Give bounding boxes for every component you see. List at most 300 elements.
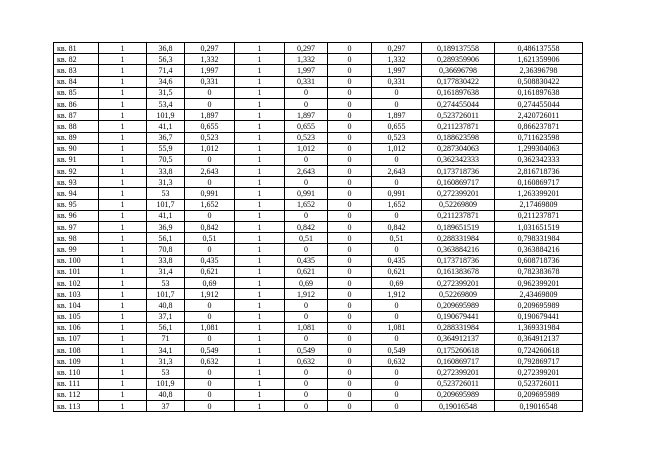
table-cell: 2,816718736 (495, 166, 583, 177)
table-cell: 31,4 (147, 266, 185, 277)
table-cell: 0,486137558 (495, 43, 583, 54)
table-row (54, 222, 583, 233)
table-cell: 0,711623598 (495, 132, 583, 143)
table-cell: 1 (99, 277, 147, 288)
apartment-cell: кв. 81 (54, 43, 99, 54)
table-cell: 1 (235, 367, 285, 378)
table-cell: 0,621 (372, 266, 422, 277)
table-cell: 0 (328, 65, 372, 76)
table-cell: 0,51 (285, 233, 328, 244)
table-cell: 0,69 (285, 277, 328, 288)
table-cell: 1 (99, 322, 147, 333)
apartment-cell: кв. 110 (54, 367, 99, 378)
table-row (54, 233, 583, 244)
table-cell: 36,7 (147, 132, 185, 143)
apartment-cell: кв. 109 (54, 356, 99, 367)
table-cell: 0,69 (185, 277, 235, 288)
table-cell: 53,4 (147, 98, 185, 109)
table-cell: 1 (99, 87, 147, 98)
table-cell: 0 (328, 54, 372, 65)
table-cell: 0,508830422 (495, 76, 583, 87)
table-cell: 0,962399201 (495, 277, 583, 288)
table-cell: 0 (328, 311, 372, 322)
table-cell: 0,991 (372, 188, 422, 199)
table-cell: 0 (372, 177, 422, 188)
table-cell: 0 (185, 367, 235, 378)
table-cell: 41,1 (147, 121, 185, 132)
table-cell: 1 (99, 143, 147, 154)
table-cell: 0,331 (372, 76, 422, 87)
table-cell: 40,8 (147, 300, 185, 311)
table-cell: 1 (235, 345, 285, 356)
table-cell: 70,8 (147, 244, 185, 255)
table-cell: 1 (235, 210, 285, 221)
table-cell: 0,69 (372, 277, 422, 288)
table-cell: 101,9 (147, 378, 185, 389)
table-cell: 1 (235, 110, 285, 121)
table-cell: 53 (147, 367, 185, 378)
table-cell: 0 (328, 110, 372, 121)
apartment-cell: кв. 84 (54, 76, 99, 87)
table-cell: 101,7 (147, 289, 185, 300)
table-cell: 1 (99, 222, 147, 233)
table-row (54, 244, 583, 255)
table-cell: 0 (328, 266, 372, 277)
table-cell: 101,9 (147, 110, 185, 121)
table-cell: 34,1 (147, 345, 185, 356)
table-cell: 0,435 (185, 255, 235, 266)
table-cell: 1,332 (372, 54, 422, 65)
table-cell: 1,912 (285, 289, 328, 300)
table-cell: 0 (185, 389, 235, 400)
table-cell: 2,420726011 (495, 110, 583, 121)
apartment-cell: кв. 97 (54, 222, 99, 233)
table-cell: 0,435 (372, 255, 422, 266)
table-cell: 0,189137558 (422, 43, 495, 54)
table-cell: 0 (185, 177, 235, 188)
apartment-cell: кв. 112 (54, 389, 99, 400)
table-cell: 1,997 (185, 65, 235, 76)
table-cell: 0,161383678 (422, 266, 495, 277)
table-cell: 0 (328, 154, 372, 165)
apartment-cell: кв. 87 (54, 110, 99, 121)
table-row (54, 378, 583, 389)
table-row (54, 121, 583, 132)
table-cell: 1,012 (285, 143, 328, 154)
table-cell: 1 (99, 300, 147, 311)
table-cell: 0,177830422 (422, 76, 495, 87)
table-cell: 0,523726011 (422, 378, 495, 389)
table-row (54, 166, 583, 177)
table-cell: 33,8 (147, 255, 185, 266)
table-cell: 70,5 (147, 154, 185, 165)
table-cell: 1 (99, 54, 147, 65)
table-cell: 1 (235, 266, 285, 277)
table-row (54, 188, 583, 199)
apartment-cell: кв. 111 (54, 378, 99, 389)
table-cell: 0,549 (185, 345, 235, 356)
table-cell: 1 (235, 98, 285, 109)
table-cell: 0,272399201 (422, 367, 495, 378)
table-cell: 0 (328, 177, 372, 188)
table-row (54, 110, 583, 121)
table-cell: 1 (235, 255, 285, 266)
apartment-cell: кв. 89 (54, 132, 99, 143)
table-cell: 37,1 (147, 311, 185, 322)
table-cell: 1 (99, 132, 147, 143)
table-cell: 0,991 (285, 188, 328, 199)
table-cell: 0,331 (285, 76, 328, 87)
table-cell: 0 (372, 389, 422, 400)
table-cell: 55,9 (147, 143, 185, 154)
table-cell: 0 (285, 177, 328, 188)
table-cell: 0,190679441 (495, 311, 583, 322)
table-cell: 0,188623598 (422, 132, 495, 143)
apartment-cell: кв. 83 (54, 65, 99, 76)
table-cell: 1 (235, 87, 285, 98)
table-cell: 0,435 (285, 255, 328, 266)
table-cell: 1 (235, 121, 285, 132)
table-cell: 2,643 (185, 166, 235, 177)
table-row (54, 266, 583, 277)
table-cell: 1,081 (285, 322, 328, 333)
table-cell: 1 (235, 378, 285, 389)
table-cell: 0,297 (185, 43, 235, 54)
table-cell: 1 (99, 166, 147, 177)
table-cell: 0 (328, 132, 372, 143)
apartment-cell: кв. 85 (54, 87, 99, 98)
table-cell: 40,8 (147, 389, 185, 400)
table-cell: 1 (235, 188, 285, 199)
table-cell: 0,782383678 (495, 266, 583, 277)
apartment-cell: кв. 104 (54, 300, 99, 311)
table-cell: 0 (328, 210, 372, 221)
table-cell: 1 (235, 43, 285, 54)
table-cell: 0,52269809 (422, 289, 495, 300)
table-cell: 0 (285, 300, 328, 311)
table-cell: 0,363884216 (495, 244, 583, 255)
table-cell: 36,8 (147, 43, 185, 54)
table-cell: 0,655 (285, 121, 328, 132)
table-cell: 34,6 (147, 76, 185, 87)
table-cell: 101,7 (147, 199, 185, 210)
table-row (54, 345, 583, 356)
table-cell: 1 (99, 43, 147, 54)
table-row (54, 401, 583, 412)
table-cell: 0,842 (372, 222, 422, 233)
table-cell: 0,161897638 (422, 87, 495, 98)
table-cell: 1,912 (372, 289, 422, 300)
apartment-cell: кв. 96 (54, 210, 99, 221)
table-cell: 2,17469809 (495, 199, 583, 210)
table-cell: 0,190679441 (422, 311, 495, 322)
table-cell: 31,3 (147, 177, 185, 188)
table-cell: 0,364912137 (422, 333, 495, 344)
table-cell: 1 (99, 121, 147, 132)
table-cell: 1 (235, 222, 285, 233)
table-body (54, 43, 583, 412)
table-cell: 1 (99, 110, 147, 121)
table-cell: 0,211237871 (422, 121, 495, 132)
table-cell: 0 (185, 300, 235, 311)
table-row (54, 389, 583, 400)
table-cell: 1 (235, 333, 285, 344)
table-cell: 0,209695989 (495, 389, 583, 400)
table-cell: 0,160869717 (422, 356, 495, 367)
table-cell: 0 (372, 311, 422, 322)
table-cell: 0,632 (372, 356, 422, 367)
table-row (54, 300, 583, 311)
table-cell: 0 (328, 143, 372, 154)
table-cell: 1 (99, 233, 147, 244)
table-row (54, 65, 583, 76)
apartment-cell: кв. 102 (54, 277, 99, 288)
table-cell: 1,997 (372, 65, 422, 76)
apartment-cell: кв. 100 (54, 255, 99, 266)
table-cell: 0,362342333 (495, 154, 583, 165)
table-cell: 0,211237871 (422, 210, 495, 221)
table-cell: 1 (99, 76, 147, 87)
table-cell: 0,209695989 (495, 300, 583, 311)
table-cell: 0 (285, 210, 328, 221)
table-row (54, 210, 583, 221)
table-row (54, 289, 583, 300)
table-cell: 0,160869717 (422, 177, 495, 188)
table-cell: 1,997 (285, 65, 328, 76)
table-cell: 0,621 (285, 266, 328, 277)
table-cell: 0 (328, 378, 372, 389)
table-cell: 36,9 (147, 222, 185, 233)
table-cell: 33,8 (147, 166, 185, 177)
table-cell: 0,274455044 (495, 98, 583, 109)
table-cell: 1 (235, 199, 285, 210)
table-cell: 1,652 (285, 199, 328, 210)
table-cell: 0,189651519 (422, 222, 495, 233)
table-cell: 0,272399201 (422, 188, 495, 199)
apartment-cell: кв. 95 (54, 199, 99, 210)
table-cell: 0,297 (285, 43, 328, 54)
apartment-cell: кв. 88 (54, 121, 99, 132)
table-row (54, 76, 583, 87)
table-cell: 1,031651519 (495, 222, 583, 233)
table-cell: 1 (99, 401, 147, 412)
table-cell: 56,3 (147, 54, 185, 65)
table-cell: 0 (328, 345, 372, 356)
apartment-cell: кв. 86 (54, 98, 99, 109)
table-cell: 1 (99, 210, 147, 221)
table-cell: 1 (235, 65, 285, 76)
table-row (54, 322, 583, 333)
table-cell: 0 (185, 87, 235, 98)
table-cell: 0,549 (372, 345, 422, 356)
table-cell: 0,209695989 (422, 389, 495, 400)
apartment-cell: кв. 90 (54, 143, 99, 154)
table-cell: 0 (328, 43, 372, 54)
table-cell: 1,897 (185, 110, 235, 121)
table-cell: 71 (147, 333, 185, 344)
table-cell: 1 (235, 356, 285, 367)
table-cell: 0 (185, 401, 235, 412)
table-cell: 1 (235, 300, 285, 311)
table-cell: 1 (99, 356, 147, 367)
table-cell: 0,272399201 (495, 367, 583, 378)
table-cell: 0,364912137 (495, 333, 583, 344)
table-cell: 0 (328, 87, 372, 98)
table-cell: 0 (285, 98, 328, 109)
table-cell: 0,621 (185, 266, 235, 277)
table-cell: 0 (328, 188, 372, 199)
table-cell: 0 (328, 289, 372, 300)
table-cell: 0 (285, 87, 328, 98)
apartment-cell: кв. 103 (54, 289, 99, 300)
table-cell: 41,1 (147, 210, 185, 221)
table-cell: 71,4 (147, 65, 185, 76)
table-cell: 1 (99, 65, 147, 76)
table-cell: 0 (372, 401, 422, 412)
table-cell: 0 (328, 121, 372, 132)
apartment-cell: кв. 82 (54, 54, 99, 65)
table-row (54, 98, 583, 109)
apartment-cell: кв. 91 (54, 154, 99, 165)
table-cell: 0 (328, 166, 372, 177)
table-cell: 1,369331984 (495, 322, 583, 333)
table-cell: 0,36696798 (422, 65, 495, 76)
table-cell: 0 (372, 210, 422, 221)
table-cell: 0,362342333 (422, 154, 495, 165)
table-cell: 0 (185, 378, 235, 389)
table-cell: 0 (328, 401, 372, 412)
table-cell: 0 (185, 154, 235, 165)
table-cell: 0,52269809 (422, 199, 495, 210)
table-cell: 0 (328, 389, 372, 400)
table-cell: 0,608718736 (495, 255, 583, 266)
apartment-cell: кв. 99 (54, 244, 99, 255)
table-cell: 0 (185, 98, 235, 109)
apartment-cell: кв. 105 (54, 311, 99, 322)
table-cell: 1 (235, 389, 285, 400)
table-cell: 1 (99, 389, 147, 400)
table-cell: 0 (328, 199, 372, 210)
table-cell: 2,43469809 (495, 289, 583, 300)
table-cell: 0,288331984 (422, 233, 495, 244)
table-cell: 1 (235, 401, 285, 412)
table-cell: 0,297 (372, 43, 422, 54)
table-cell: 0 (328, 76, 372, 87)
table-cell: 0,160869717 (495, 177, 583, 188)
table-cell: 0 (328, 356, 372, 367)
table-cell: 0 (185, 244, 235, 255)
table-cell: 0 (328, 222, 372, 233)
table-cell: 0 (328, 233, 372, 244)
table-cell: 0,173718736 (422, 166, 495, 177)
table-cell: 0,19016548 (495, 401, 583, 412)
table-cell: 1 (235, 143, 285, 154)
table-cell: 0,523726011 (495, 378, 583, 389)
table-row (54, 43, 583, 54)
table-cell: 1 (99, 345, 147, 356)
table-cell: 0,173718736 (422, 255, 495, 266)
table-cell: 1,081 (185, 322, 235, 333)
table-cell: 0,363884216 (422, 244, 495, 255)
table-cell: 0,523 (372, 132, 422, 143)
table-cell: 31,3 (147, 356, 185, 367)
table-cell: 2,643 (372, 166, 422, 177)
table-cell: 2,36396798 (495, 65, 583, 76)
table-cell: 1,621359906 (495, 54, 583, 65)
table-cell: 56,1 (147, 233, 185, 244)
table-cell: 1,897 (372, 110, 422, 121)
table-cell: 0 (285, 244, 328, 255)
table-cell: 0 (285, 401, 328, 412)
table-cell: 0 (328, 255, 372, 266)
table-cell: 0 (328, 300, 372, 311)
table-cell: 1 (235, 277, 285, 288)
table-cell: 0 (328, 367, 372, 378)
table-cell: 0,842 (185, 222, 235, 233)
table-cell: 0,51 (372, 233, 422, 244)
table-cell: 1,332 (185, 54, 235, 65)
table-cell: 1 (99, 177, 147, 188)
table-cell: 1,652 (372, 199, 422, 210)
table-row (54, 87, 583, 98)
table-cell: 0 (328, 333, 372, 344)
table-cell: 0 (285, 154, 328, 165)
table-cell: 0,866237871 (495, 121, 583, 132)
table-cell: 1 (99, 154, 147, 165)
table-cell: 0,549 (285, 345, 328, 356)
table-cell: 0 (285, 378, 328, 389)
table-cell: 0,523 (185, 132, 235, 143)
table-cell: 1 (235, 233, 285, 244)
table-cell: 0 (185, 333, 235, 344)
table-cell: 1 (235, 244, 285, 255)
table-row (54, 54, 583, 65)
table-cell: 1,012 (185, 143, 235, 154)
table-cell: 0,798331984 (495, 233, 583, 244)
table-row (54, 154, 583, 165)
table-cell: 0 (285, 311, 328, 322)
table-cell: 0 (372, 300, 422, 311)
table-row (54, 177, 583, 188)
table-cell: 1 (235, 311, 285, 322)
table-cell: 1 (235, 177, 285, 188)
apartment-cell: кв. 93 (54, 177, 99, 188)
table-cell: 1 (99, 244, 147, 255)
table-cell: 0 (328, 322, 372, 333)
table-cell: 1 (235, 289, 285, 300)
table-cell: 1,897 (285, 110, 328, 121)
table-cell: 0 (372, 367, 422, 378)
table-cell: 0 (372, 98, 422, 109)
table-cell: 37 (147, 401, 185, 412)
apartment-cell: кв. 108 (54, 345, 99, 356)
table-cell: 56,1 (147, 322, 185, 333)
table-cell: 1 (99, 199, 147, 210)
table-cell: 1,912 (185, 289, 235, 300)
table-cell: 0,161897638 (495, 87, 583, 98)
table-cell: 1 (235, 132, 285, 143)
table-cell: 0,331 (185, 76, 235, 87)
apartment-cell: кв. 92 (54, 166, 99, 177)
table-cell: 1 (99, 289, 147, 300)
apartment-cell: кв. 113 (54, 401, 99, 412)
table-cell: 1 (99, 367, 147, 378)
apartment-cell: кв. 107 (54, 333, 99, 344)
table-row (54, 311, 583, 322)
table-cell: 0 (372, 87, 422, 98)
table-cell: 53 (147, 277, 185, 288)
table-cell: 0,274455044 (422, 98, 495, 109)
